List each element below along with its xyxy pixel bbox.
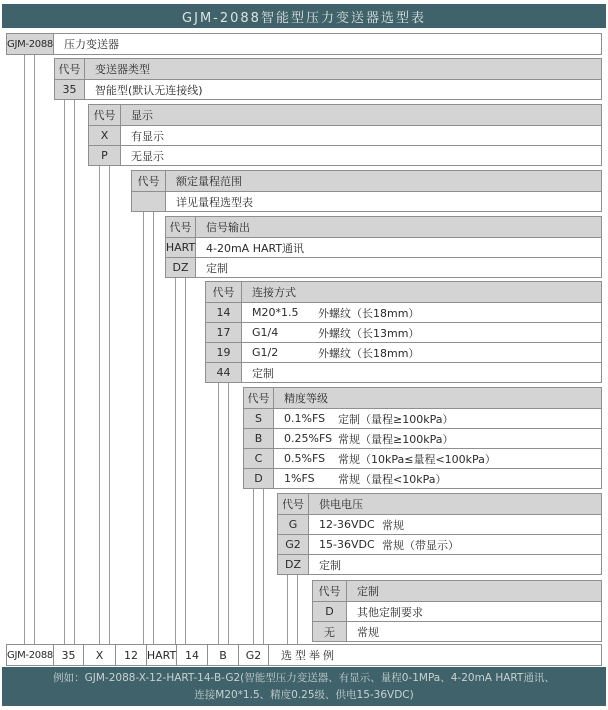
note-text: 常规（带显示） [382, 538, 459, 552]
desc-cell [274, 449, 601, 468]
connector-line [64, 99, 75, 644]
example-cell-display: X [84, 645, 116, 665]
code-cell: DZ [278, 555, 309, 574]
code-cell-empty [132, 192, 166, 211]
option-row-g2 [278, 534, 601, 554]
spec-text: 0.25%FS [284, 432, 333, 445]
connector-line [175, 277, 186, 644]
option-row-19 [206, 342, 601, 362]
option-row-35 [55, 79, 601, 99]
option-row-17 [206, 322, 601, 342]
example-cell-signal: HART [147, 645, 177, 665]
note-text: 常规（量程<10kPa） [338, 472, 447, 486]
connector-line [218, 382, 229, 644]
desc-cell: 其他定制要求 [347, 602, 601, 621]
code-cell: HART [166, 238, 196, 257]
desc-header-cell: 供电电压 [309, 494, 601, 514]
header-row [244, 388, 601, 408]
header-row [313, 581, 601, 601]
connector-line [143, 211, 154, 644]
desc-cell [242, 303, 601, 322]
desc-cell: 常规 [347, 622, 601, 641]
code-cell: D [244, 469, 274, 488]
connector-line [253, 488, 264, 644]
code-cell: 17 [206, 323, 242, 342]
option-row-d [244, 468, 601, 488]
desc-cell [274, 469, 601, 488]
code-header-cell: 代号 [313, 581, 347, 601]
option-row-hart [166, 237, 601, 257]
code-cell: 19 [206, 343, 242, 362]
desc-cell [242, 323, 601, 342]
header-row [166, 217, 601, 237]
example-cell-accuracy: B [208, 645, 239, 665]
code-header-cell: 代号 [244, 388, 274, 408]
note-text: 常规（量程≥100kPa） [338, 432, 454, 446]
spec-text: 0.1%FS [284, 412, 326, 425]
header-row [278, 494, 601, 514]
code-cell: B [244, 429, 274, 448]
note-text: 定制（量程≥100kPa） [338, 412, 454, 426]
example-cell-model: GJM-2088 [7, 645, 54, 665]
code-cell: P [89, 146, 121, 165]
option-row-d [313, 601, 601, 621]
model-desc-cell: 压力变送器 [54, 34, 601, 54]
code-cell: G2 [278, 535, 309, 554]
example-order-row [6, 644, 602, 666]
desc-header-cell: 变送器类型 [85, 59, 601, 79]
code-cell: DZ [166, 258, 196, 277]
desc-cell [242, 343, 601, 362]
desc-cell [242, 363, 601, 382]
option-row-s [244, 408, 601, 428]
desc-header-cell: 定制 [347, 581, 601, 601]
note-text: 常规（10kPa≤量程<100kPa） [338, 452, 496, 466]
option-row-x [89, 125, 601, 145]
desc-header-cell: 显示 [121, 105, 601, 125]
connector-line [99, 165, 110, 644]
desc-cell: 智能型(默认无连接线) [85, 80, 601, 99]
code-header-cell: 代号 [132, 171, 166, 191]
code-cell: 44 [206, 363, 242, 382]
section-accuracy [243, 387, 602, 489]
header-row [89, 105, 601, 125]
example-cell-range: 12 [116, 645, 147, 665]
spec-text: 1%FS [284, 472, 315, 485]
section-power-supply [277, 493, 602, 575]
desc-cell [309, 555, 601, 574]
header-row [132, 171, 601, 191]
option-row-g [278, 514, 601, 534]
option-row-range [132, 191, 601, 211]
section-model [6, 33, 602, 55]
code-header-cell: 代号 [206, 282, 242, 302]
code-header-cell: 代号 [166, 217, 196, 237]
code-header-cell: 代号 [89, 105, 121, 125]
code-cell: 35 [55, 80, 85, 99]
section-transmitter-type [54, 58, 602, 100]
section-display [88, 104, 602, 166]
example-label: 选型举例 [281, 649, 337, 662]
code-header-cell: 代号 [278, 494, 309, 514]
header-row [206, 282, 601, 302]
code-cell: C [244, 449, 274, 468]
section-connection [205, 281, 602, 383]
desc-header-cell: 额定量程范围 [166, 171, 601, 191]
example-cell-connection: 14 [177, 645, 208, 665]
example-cell-type: 35 [54, 645, 84, 665]
option-row-44 [206, 362, 601, 382]
note-text: 外螺纹（长18mm） [318, 306, 420, 320]
model-code-cell: GJM-2088 [7, 34, 54, 54]
section-signal-output [165, 216, 602, 278]
section-custom [312, 580, 602, 642]
note-text: 外螺纹（长13mm） [318, 326, 420, 340]
model-row [7, 34, 601, 54]
code-cell: G [278, 515, 309, 534]
desc-cell: 详见量程选型表 [166, 192, 601, 211]
desc-cell: 有显示 [121, 126, 601, 145]
example-cell-power: G2 [239, 645, 269, 665]
desc-cell: 4-20mA HART通讯 [196, 238, 601, 257]
option-row-dz [166, 257, 601, 277]
option-row-c [244, 448, 601, 468]
spec-text: G1/4 [252, 326, 279, 339]
code-cell: S [244, 409, 274, 428]
spec-text: 12-36VDC [319, 518, 375, 531]
desc-cell [274, 409, 601, 428]
code-cell: 14 [206, 303, 242, 322]
option-row-none [313, 621, 601, 641]
code-cell: 无 [313, 622, 347, 641]
desc-cell [274, 429, 601, 448]
code-header-cell: 代号 [55, 59, 85, 79]
code-cell: D [313, 602, 347, 621]
header-row [55, 59, 601, 79]
footer-note [2, 667, 606, 706]
connector-line [287, 574, 298, 644]
option-row-p [89, 145, 601, 165]
desc-cell: 无显示 [121, 146, 601, 165]
spec-text: 定制 [319, 558, 341, 572]
footer-line-2: 连接M20*1.5、精度0.25级、供电15-36VDC) [194, 688, 414, 701]
spec-text: G1/2 [252, 346, 279, 359]
option-row-dz [278, 554, 601, 574]
connector-line [24, 54, 35, 644]
footer-line-1: 例如：GJM-2088-X-12-HART-14-B-G2(智能型压力变送器、有显示、量程0-1MPa、4-20mA HART通讯、 [53, 672, 555, 685]
section-range [131, 170, 602, 212]
note-text: 外螺纹（长18mm） [318, 346, 420, 360]
desc-cell: 定制 [196, 258, 601, 277]
note-text: 常规 [382, 518, 404, 532]
spec-text: M20*1.5 [252, 306, 299, 319]
desc-cell [309, 515, 601, 534]
desc-header-cell: 精度等级 [274, 388, 601, 408]
option-row-b [244, 428, 601, 448]
spec-text: 15-36VDC [319, 538, 375, 551]
desc-header-cell: 信号输出 [196, 217, 601, 237]
spec-text: 0.5%FS [284, 452, 326, 465]
page-title: GJM-2088智能型压力变送器选型表 [2, 4, 606, 28]
desc-header-cell: 连接方式 [242, 282, 601, 302]
spec-text: 定制 [252, 366, 274, 380]
code-cell: X [89, 126, 121, 145]
option-row-14 [206, 302, 601, 322]
desc-cell [309, 535, 601, 554]
